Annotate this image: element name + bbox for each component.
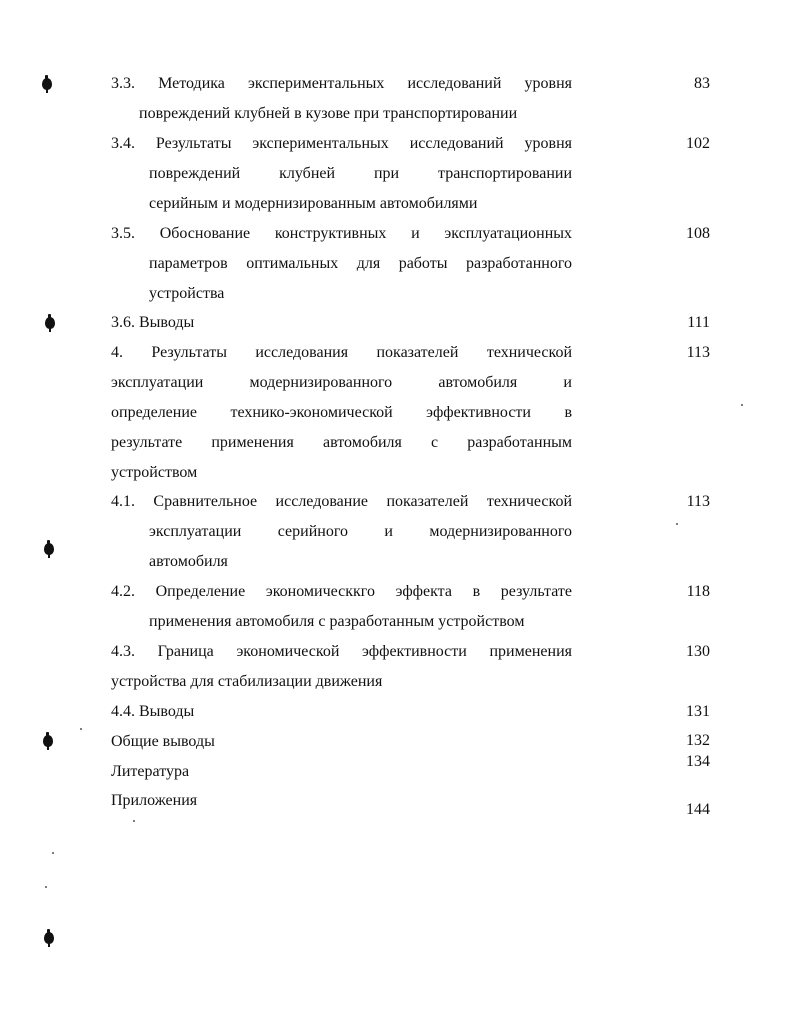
toc-entry-appendices: Приложения: [111, 792, 198, 809]
toc-entry-appendices-page: 144: [686, 801, 710, 818]
scan-speck: [133, 820, 135, 822]
toc-entry-4-1-line-3: автомобиля: [149, 553, 228, 570]
toc-entry-3-5-line-3: устройства: [149, 285, 225, 302]
scan-speck: [676, 523, 678, 525]
toc-entry-4-line-4: результате применения автомобиля с разработанным: [111, 434, 572, 451]
binder-hole-icon: [42, 78, 52, 90]
toc-entry-conclusions-page: 132: [686, 732, 710, 749]
toc-entry-references: Литература: [111, 763, 190, 780]
toc-entry-4-4-page: 131: [686, 703, 710, 720]
toc-entry-4-3-line-2: устройства для стабилизации движения: [111, 673, 383, 690]
toc-entry-3-6-page: 111: [687, 314, 710, 331]
toc-entry-3-3-line-1: 3.3. Методика экспериментальных исследований уровня: [111, 75, 572, 92]
toc-entry-3-3-page: 83: [694, 75, 710, 92]
toc-entry-3-6-line-1: 3.6. Выводы: [111, 314, 195, 331]
scan-speck: [52, 852, 54, 854]
toc-entry-4-page: 113: [686, 344, 710, 361]
toc-entry-4-2-line-2: применения автомобиля с разработанным устройством: [149, 613, 525, 630]
toc-entry-4-2-page: 118: [686, 583, 710, 600]
toc-entry-4-4-line-1: 4.4. Выводы: [111, 703, 195, 720]
toc-entry-4-1-line-2: эксплуатации серийного и модернизированного: [149, 523, 572, 540]
binder-hole-icon: [44, 543, 54, 555]
binder-hole-icon: [45, 317, 55, 329]
toc-entry-4-1-page: 113: [686, 493, 710, 510]
scan-speck: [741, 404, 743, 406]
toc-entry-references-page: 134: [686, 753, 710, 770]
toc-entry-3-3-line-2: повреждений клубней в кузове при транспортировании: [139, 105, 518, 122]
toc-entry-4-line-5: устройством: [111, 464, 198, 481]
toc-entry-4-line-3: определение технико-экономической эффективности в: [111, 404, 572, 421]
scan-speck: [45, 886, 47, 888]
toc-entry-3-4-line-2: повреждений клубней при транспортировании: [149, 165, 572, 182]
scan-speck: [80, 728, 82, 730]
toc-entry-3-5-line-1: 3.5. Обоснование конструктивных и эксплуатационных: [111, 225, 572, 242]
toc-entry-3-5-page: 108: [686, 225, 710, 242]
toc-entry-3-4-line-3: серийным и модернизированным автомобилями: [149, 195, 478, 212]
binder-hole-icon: [44, 932, 54, 944]
binder-hole-icon: [43, 735, 53, 747]
toc-entry-3-4-page: 102: [686, 135, 710, 152]
toc-entry-3-4-line-1: 3.4. Результаты экспериментальных исследований уровня: [111, 135, 572, 152]
toc-entry-4-line-2: эксплуатации модернизированного автомобиля и: [111, 374, 572, 391]
toc-entry-3-5-line-2: параметров оптимальных для работы разработанного: [149, 255, 572, 272]
toc-entry-4-line-1: 4. Результаты исследования показателей технической: [111, 344, 572, 361]
toc-entry-4-3-line-1: 4.3. Граница экономической эффективности применения: [111, 643, 572, 660]
toc-entry-conclusions: Общие выводы: [111, 733, 215, 750]
toc-entry-4-1-line-1: 4.1. Сравнительное исследование показателей технической: [111, 493, 572, 510]
toc-entry-4-2-line-1: 4.2. Определение экономическкго эффекта в результате: [111, 583, 572, 600]
toc-entry-4-3-page: 130: [686, 643, 710, 660]
